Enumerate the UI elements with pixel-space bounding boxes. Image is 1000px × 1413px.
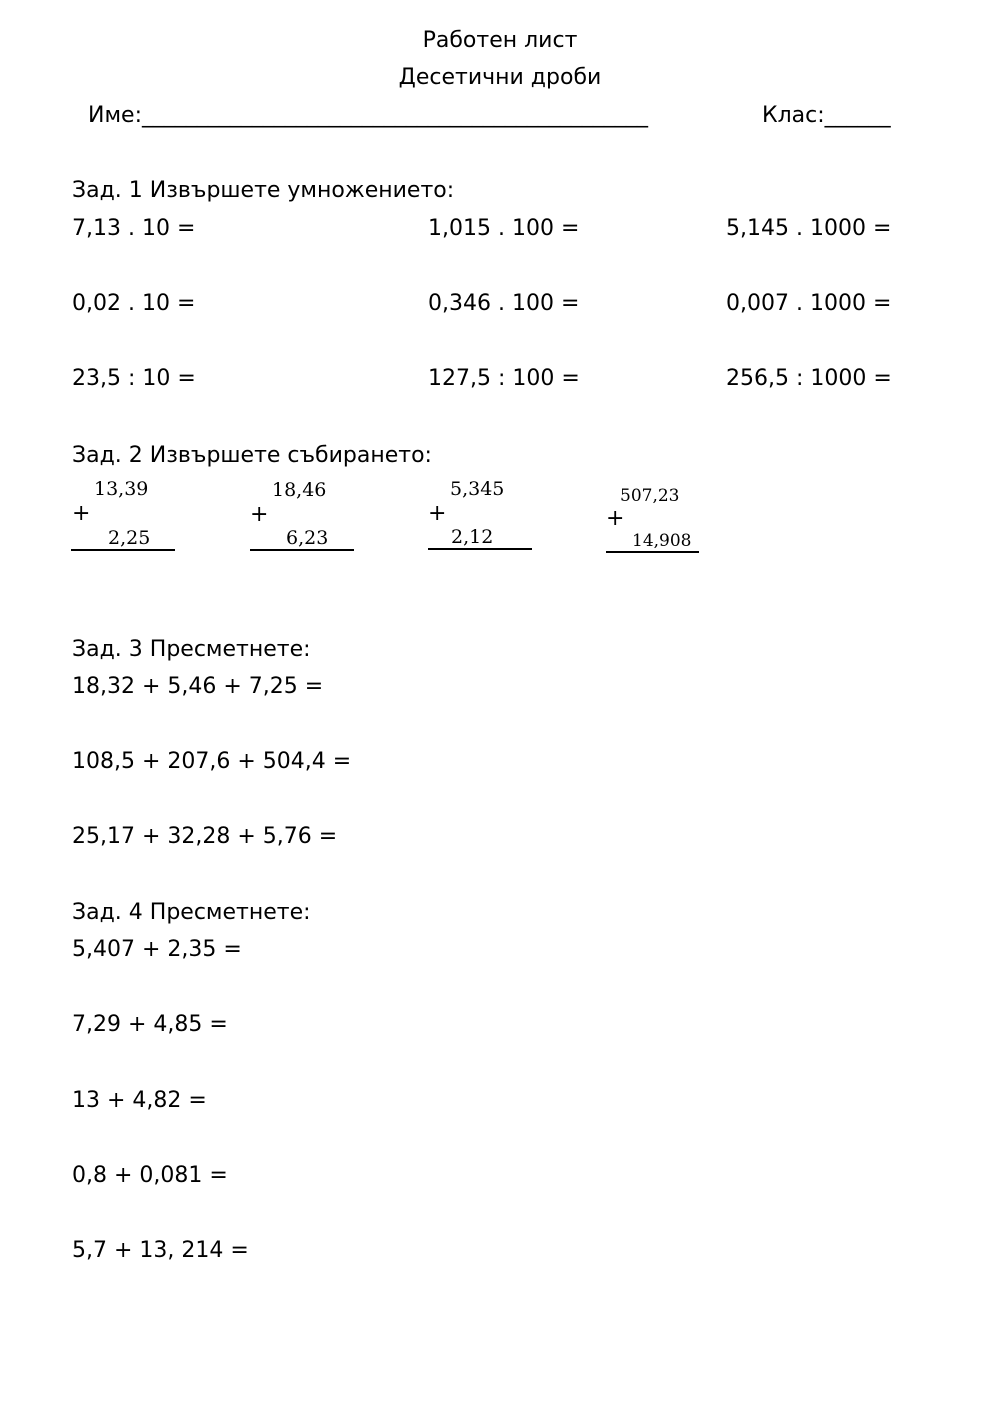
- task1-expression: 0,346 . 100 =: [428, 291, 580, 316]
- worksheet-subtitle: Десетични дроби: [398, 65, 602, 90]
- task1-expression: 1,015 . 100 =: [428, 216, 580, 241]
- addend-top: 507,23: [620, 486, 680, 506]
- sum-line: [71, 549, 175, 551]
- task3-expression: 108,5 + 207,6 + 504,4 =: [72, 749, 352, 774]
- task1-expression: 0,007 . 1000 =: [726, 291, 892, 316]
- plus-sign: +: [250, 502, 269, 527]
- name-field-line: Име:______________________________________________: [88, 103, 649, 128]
- plus-sign: +: [606, 506, 625, 531]
- task1-expression: 23,5 : 10 =: [72, 366, 196, 391]
- task1-expression: 7,13 . 10 =: [72, 216, 196, 241]
- sum-line: [250, 549, 354, 551]
- task4-expression: 0,8 + 0,081 =: [72, 1163, 228, 1188]
- task1-heading: Зад. 1 Извършете умножението:: [72, 178, 455, 203]
- addend-bottom: 2,12: [451, 526, 494, 548]
- task3-heading: Зад. 3 Пресметнете:: [72, 637, 311, 662]
- task4-expression: 7,29 + 4,85 =: [72, 1012, 228, 1037]
- sum-line: [606, 551, 699, 553]
- plus-sign: +: [428, 501, 447, 526]
- addend-bottom: 2,25: [108, 527, 151, 549]
- task3-expression: 18,32 + 5,46 + 7,25 =: [72, 674, 324, 699]
- plus-sign: +: [72, 501, 91, 526]
- task1-expression: 127,5 : 100 =: [428, 366, 580, 391]
- addend-bottom: 14,908: [632, 531, 692, 551]
- task3-expression: 25,17 + 32,28 + 5,76 =: [72, 824, 338, 849]
- task4-expression: 5,407 + 2,35 =: [72, 937, 242, 962]
- sum-line: [428, 548, 532, 550]
- worksheet-title: Работен лист: [422, 28, 578, 53]
- task4-expression: 13 + 4,82 =: [72, 1088, 207, 1113]
- task4-expression: 5,7 + 13, 214 =: [72, 1238, 249, 1263]
- addend-top: 13,39: [94, 478, 149, 500]
- addend-bottom: 6,23: [286, 527, 329, 549]
- task1-expression: 0,02 . 10 =: [72, 291, 196, 316]
- task2-heading: Зад. 2 Извършете събирането:: [72, 443, 432, 468]
- class-field-line: Клас:______: [762, 103, 891, 128]
- addend-top: 5,345: [450, 478, 505, 500]
- task4-heading: Зад. 4 Пресметнете:: [72, 900, 311, 925]
- task1-expression: 256,5 : 1000 =: [726, 366, 892, 391]
- addend-top: 18,46: [272, 479, 327, 501]
- task1-expression: 5,145 . 1000 =: [726, 216, 892, 241]
